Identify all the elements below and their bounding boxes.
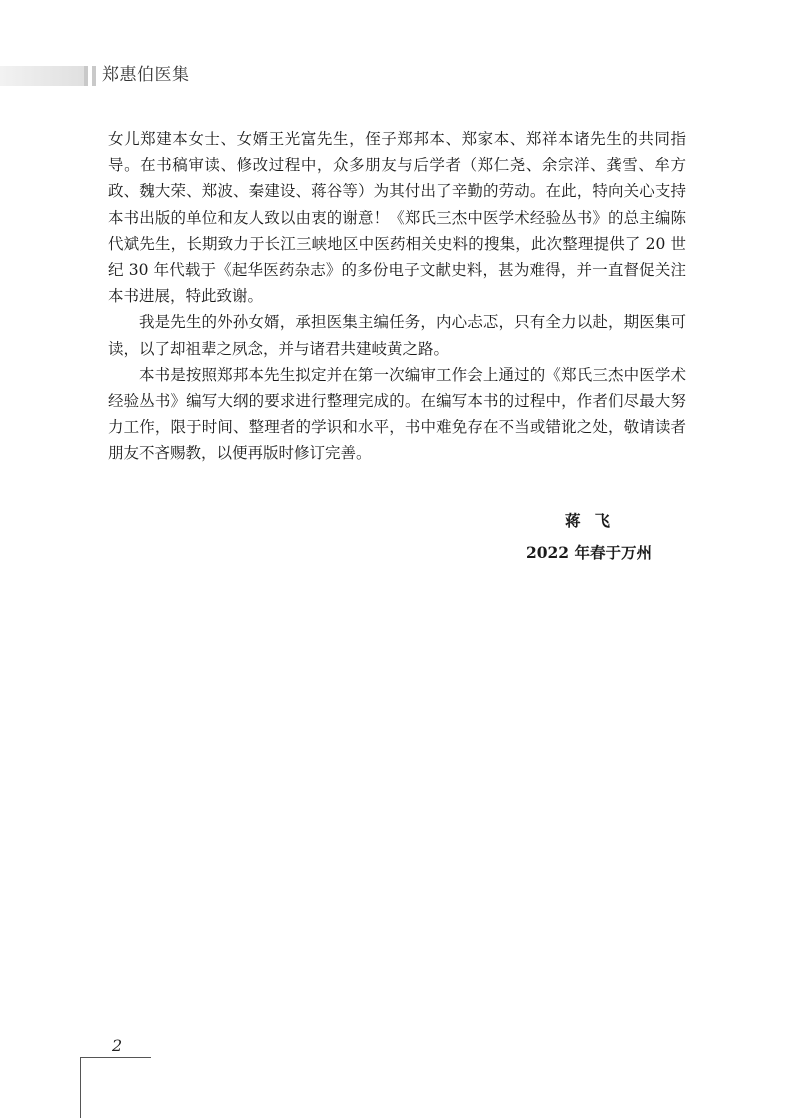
running-header-title: 郑惠伯医集 bbox=[102, 65, 190, 85]
header-decor-bar bbox=[92, 66, 96, 86]
paragraph: 本书是按照郑邦本先生拟定并在第一次编审工作会上通过的《郑氏三杰中医学术经验丛书》编写大纲的要求进行整理完成的。在编写本书的过程中，作者们尽最大努力工作，限于时间、整理者的学识和水平，书中难免存在不当或错讹之处，敬请读者朋友不吝赐教，以便再版时修订完善。 bbox=[108, 365, 686, 463]
paragraph: 我是先生的外孙女婿，承担医集主编任务，内心忐忑，只有全力以赴，期医集可读，以了却祖辈之夙念，并与诸君共建岐黄之路。 bbox=[108, 313, 686, 358]
signature-author: 蒋飞 bbox=[564, 511, 624, 530]
header-band bbox=[0, 66, 84, 86]
header-decor-bar bbox=[84, 66, 88, 86]
page-number: 2 bbox=[112, 1036, 123, 1055]
footer-rule-vertical bbox=[80, 1057, 81, 1118]
footer-rule-horizontal bbox=[80, 1057, 151, 1058]
signature-date: 2022 年春于万州 bbox=[525, 543, 652, 562]
paragraph: 女儿郑建本女士、女婿王光富先生，侄子郑邦本、郑家本、郑祥本诸先生的共同指导。在书稿审读、修改过程中，众多朋友与后学者（郑仁尧、余宗洋、龚雪、牟方政、魏大荣、郑波、秦建设、蒋谷等）为其付出了辛勤的劳动。在此，特向关心支持本书出版的单位和友人致以由衷的谢意！《郑氏三杰中医学术经验丛书》的总主编陈代斌先生，长期致力于长江三峡地区中医药相关史料的搜集，此次整理提供了 20 世纪 30 年代载于《起华医药杂志》的多份电子文献史料，甚为难得，并一直督促关注本书进展，特此致谢。 bbox=[108, 130, 686, 306]
signature-block bbox=[526, 505, 652, 569]
main-text bbox=[108, 126, 686, 467]
